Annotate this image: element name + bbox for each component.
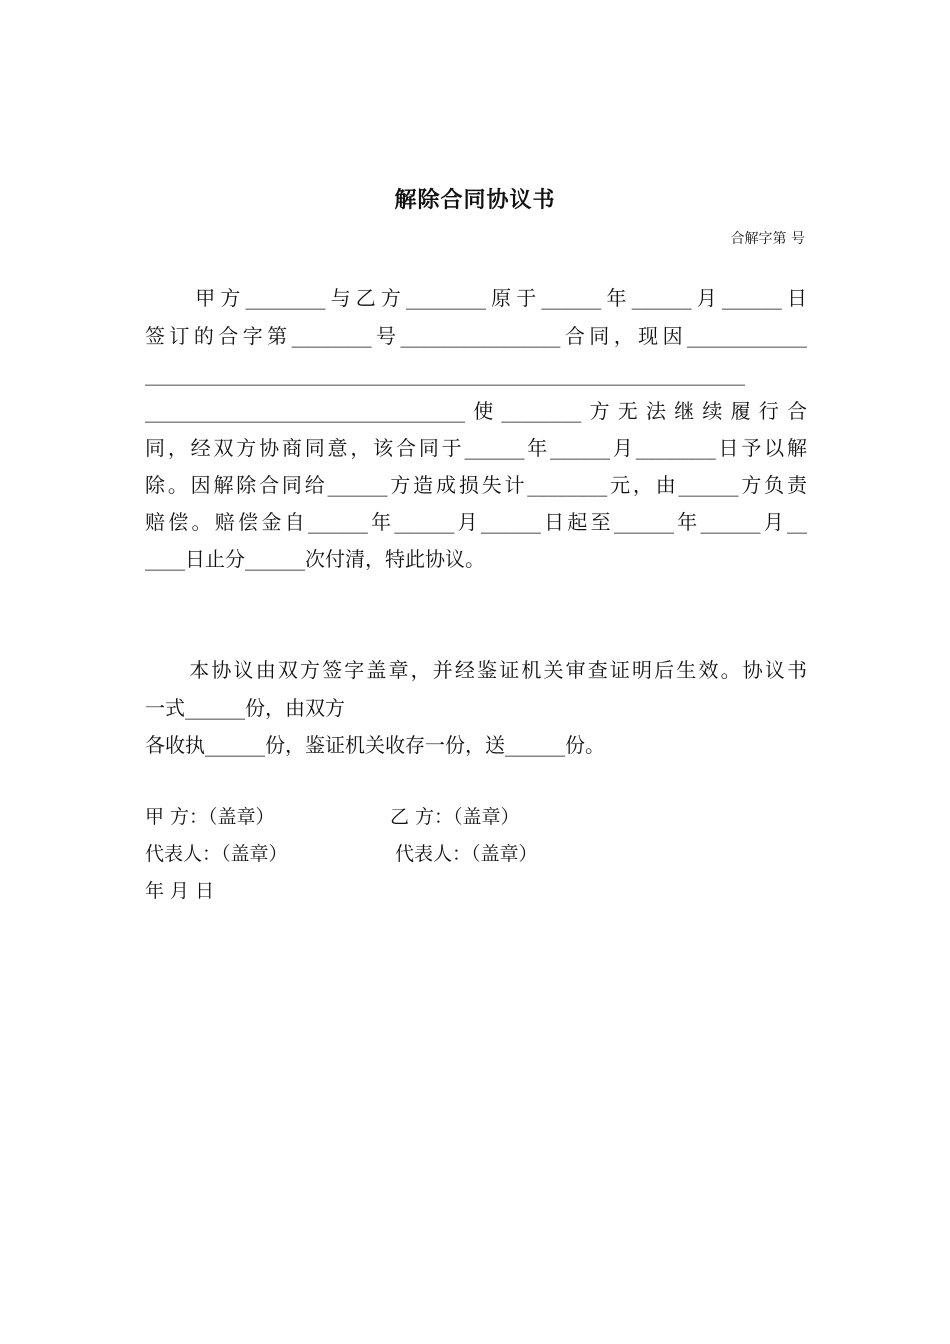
party-b-seal: 乙 方：（盖章）	[390, 806, 520, 828]
representative-a-seal: 代表人：（盖章）	[145, 843, 288, 865]
body-line: ________________________________使________方无法继续履行合	[145, 399, 807, 423]
document-title: 解除合同协议书	[394, 188, 556, 213]
body-line: 除。因解除合同给______方造成损失计________元，由______方负责	[145, 473, 807, 497]
signing-date: 年 月 日	[145, 880, 215, 902]
body-line: 同，经双方协商同意，该合同于______年______月________日予以解	[145, 436, 807, 460]
effect-line: 本协议由双方签字盖章，并经鉴证机关审查证明后生效。协议书	[145, 658, 807, 682]
body-line: ____________________________________________________________	[145, 362, 745, 386]
body-line: 赔偿。赔偿金自______年______月______日起至______年______月__	[145, 510, 807, 534]
representative-b-seal: 代表人：（盖章）	[395, 843, 538, 865]
effect-line: 一式______份，由双方	[145, 696, 345, 720]
body-line: ____日止分______次付清，特此协议。	[145, 547, 485, 571]
effect-line: 各收执______份，鉴证机关收存一份，送______份。	[145, 733, 605, 757]
document-number: 合解字第 号	[730, 231, 805, 247]
body-line: 甲方________与乙方________原于______年______月______日	[145, 286, 807, 310]
body-line: 签订的合字第________号________________合同，现因____________	[145, 324, 807, 348]
party-a-seal: 甲 方：（盖章）	[145, 806, 275, 828]
